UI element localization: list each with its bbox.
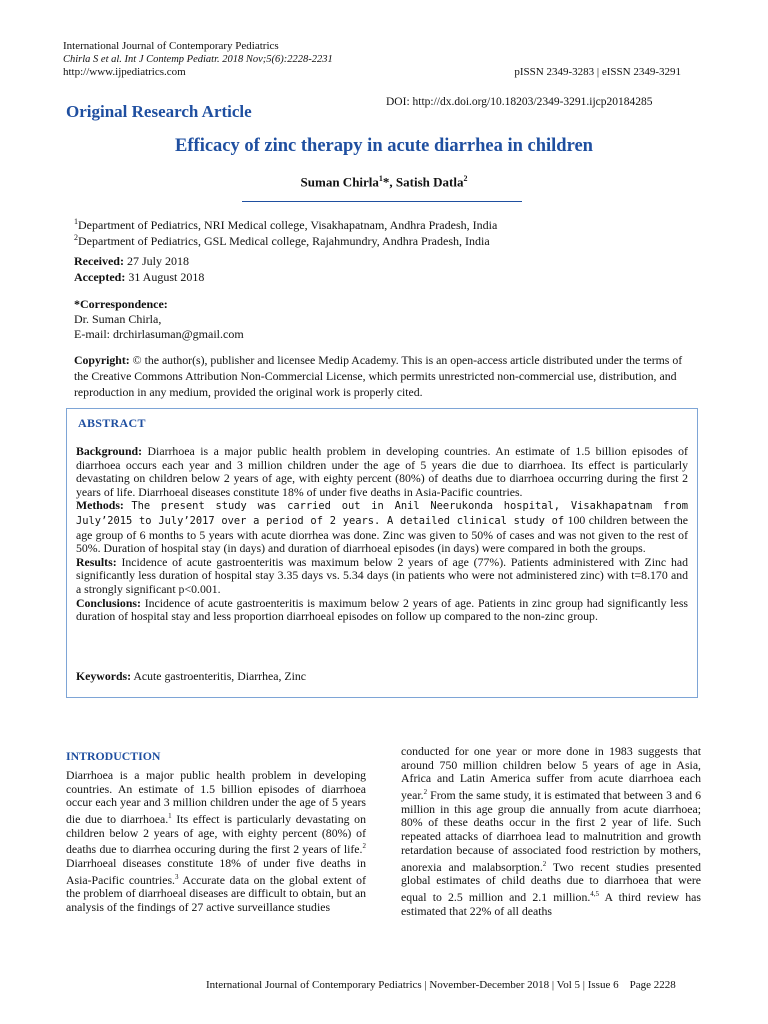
author-name: Satish Datla [395, 174, 464, 190]
methods-text-typed: The present study was carried out in Anil Neerukonda hospital, Visakhapatnam from July’2015 to July’2017 over a period of 2 years. A detailed clinical study of [76, 500, 688, 527]
introduction-column-right [401, 745, 701, 918]
author-name: Suman Chirla [300, 174, 379, 190]
author-mark: 2 [463, 174, 468, 183]
issn: pISSN 2349-3283 | eISSN 2349-3291 [514, 66, 681, 78]
author-suffix: *, [382, 174, 396, 190]
reference-mark: 1 [168, 812, 172, 821]
journal-url[interactable]: http://www.ijpediatrics.com [63, 66, 186, 78]
intro-text: Diarrhoeal diseases constitute 18% of under five deaths in Asia-Pacific countries. [66, 856, 366, 887]
keywords [76, 669, 688, 684]
abstract-background [76, 445, 688, 499]
copyright-label: Copyright: [74, 353, 130, 367]
intro-text: A third review has estimated that 22% of all deaths [401, 889, 701, 918]
background-label: Background: [76, 444, 142, 458]
intro-text: Accurate data on the global extent of the problem of diarrhoeal diseases are difficult to obtain, but an analysis of the findings of 27 active surveillance studies [66, 872, 366, 915]
reference-mark: 2 [362, 842, 366, 851]
correspondence-email[interactable]: E-mail: drchirlasuman@gmail.com [74, 327, 244, 341]
reference-mark: 3 [175, 872, 179, 881]
journal-name: International Journal of Contemporary Pediatrics [63, 40, 279, 52]
methods-label: Methods: [76, 498, 124, 513]
intro-paragraph [66, 769, 366, 915]
affiliation-mark: 2 [74, 233, 78, 242]
conclusions-text: Incidence of acute gastroenteritis is maximum below 2 years of age. Patients in zinc group had significantly less duration of hospital stay and less proportion diarrhoeal episodes on follow up compared to the non-zinc group. [76, 595, 688, 624]
accepted-label: Accepted: [74, 270, 126, 284]
intro-text: conducted for one year or more done in 1983 suggests that around 750 million children below 5 years of age in Asia, Africa and Latin America suffer from acute diarrhoea each year. [401, 744, 701, 803]
doi[interactable]: DOI: http://dx.doi.org/10.18203/2349-3291.ijcp20184285 [386, 96, 653, 108]
methods-text: 100 children between the age group of 6 months to 5 years with acute diorrhea was done. Zinc was given to 50% of cases and was not given to the rest of 50%. Duration of hospital stay (in days) and duration of diarrhoeal episodes (in days) were compared in both the groups. [76, 512, 688, 556]
correspondence-label [74, 296, 168, 312]
citation: Chirla S et al. Int J Contemp Pediatr. 2018 Nov;5(6):2228-2231 [63, 54, 333, 65]
affiliation-text: Department of Pediatrics, GSL Medical college, Rajahmundry, Andhra Pradesh, India [78, 234, 490, 248]
results-text: Incidence of acute gastroenteritis was maximum below 2 years of age (77%). Patients administered with Zinc had significantly less duration of hospital stay 3.35 days vs. 5.34 days (in patients who were not administered zinc) with t=8.170 and a strongly significant p<0.001. [76, 554, 688, 596]
keywords-text: Acute gastroenteritis, Diarrhea, Zinc [133, 669, 306, 683]
intro-text: Two recent studies presented global estimates of child deaths due to diarrhoea that were equal to 2.5 million and 2.1 million. [401, 859, 701, 904]
affiliation-text: Department of Pediatrics, NRI Medical college, Visakhapatnam, Andhra Pradesh, India [78, 218, 498, 232]
intro-text: Diarrhoea is a major public health problem in developing countries. An estimate of 1.5 billion episodes of diarrhoea occur each year and 3 million children under the age of 5 years die due to diarrhoea. [66, 768, 366, 827]
reference-mark: 2 [542, 859, 547, 868]
introduction-column-left [66, 769, 366, 915]
accepted-value: 31 August 2018 [128, 270, 205, 284]
background-text: Diarrhoea is a major public health problem in developing countries. An estimate of 1.5 billion episodes of diarrhoea occurs each year and 3 million children under the age of 5 years die due to diarrhoea. Its effect is particularly devastating on children below 2 years of age, with eighty percent (80%) of deaths due to diarrhoea occurring during the first 2 years of life. Diarrhoeal diseases constitute 18% of under five deaths in Asia-Pacific countries. [76, 444, 688, 499]
title-divider [242, 201, 522, 202]
abstract-methods [76, 499, 688, 555]
conclusions-label: Conclusions: [76, 595, 141, 610]
copyright-notice [74, 352, 696, 400]
abstract-conclusions [76, 597, 688, 624]
intro-text: Its effect is particularly devastating on children below 2 years of age, with eighty percent (80%) of deaths due to diarrhea occuring during the first 2 years of life. [66, 812, 366, 857]
intro-paragraph [401, 745, 701, 918]
received-date [74, 253, 189, 269]
abstract-heading: ABSTRACT [78, 416, 146, 430]
article-type: Original Research Article [66, 102, 252, 121]
affiliation-mark: 1 [74, 217, 78, 226]
intro-text: From the same study, it is estimated that between 3 and 6 million in this age group die annually from acute diarrhoea; 80% of these deaths occur in the first 2 year of life. Such repeated attacks of diarrhoea lead to malnutrition and growth retardation because of associated food restriction by mothers, anorexia and malabsorption. [401, 788, 701, 874]
keywords-label: Keywords: [76, 669, 132, 683]
correspondence-heading: *Correspondence: [74, 297, 168, 311]
correspondence-name: Dr. Suman Chirla, [74, 312, 162, 326]
copyright-text: © the author(s), publisher and licensee Medip Academy. This is an open-access article distributed under the terms of the Creative Commons Attribution Non-Commercial License, which permits unrestricted non-commercial use, distribution, and reproduction in any medium, provided the original work is properly cited. [74, 353, 683, 399]
author-mark: 1 [378, 174, 383, 183]
paper-title: Efficacy of zinc therapy in acute diarrhea in children [175, 136, 593, 156]
affiliation [74, 230, 490, 249]
abstract-body [76, 445, 688, 624]
reference-mark: 2 [423, 788, 428, 797]
results-label: Results: [76, 554, 117, 569]
accepted-date [74, 269, 204, 285]
received-value: 27 July 2018 [126, 254, 189, 268]
introduction-heading: INTRODUCTION [66, 749, 161, 763]
abstract-results [76, 556, 688, 597]
received-label: Received: [74, 254, 124, 268]
page-footer: International Journal of Contemporary Pediatrics | November-December 2018 | Vol 5 | Issue 6 Page 2228 [206, 979, 676, 991]
author-list [0, 174, 768, 190]
reference-mark: 4,5 [590, 889, 600, 898]
